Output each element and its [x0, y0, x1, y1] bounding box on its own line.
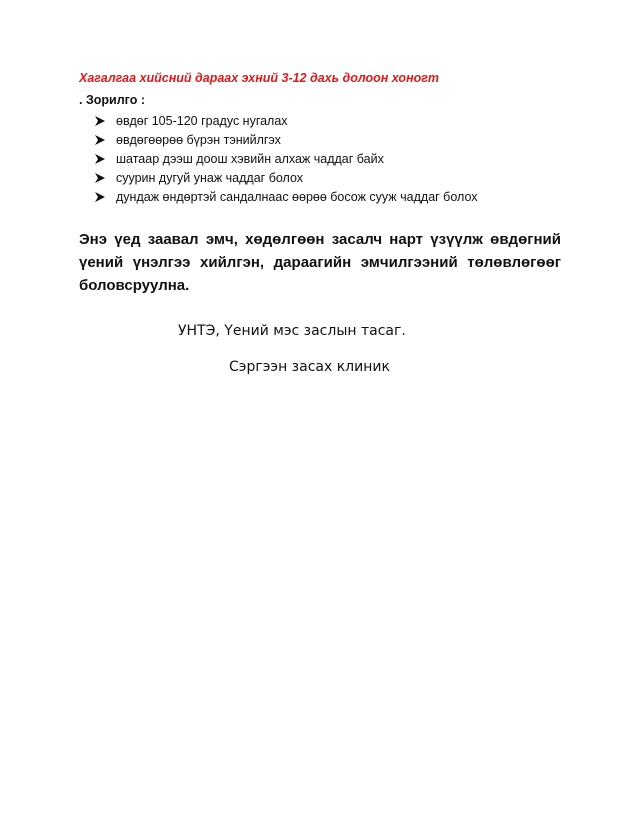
department-name: УНТЭ, Үений мэс заслын тасаг.	[178, 323, 406, 339]
list-item	[95, 187, 478, 206]
goal-list	[95, 111, 478, 206]
goal-text: дундаж өндөртэй сандалнаас өөрөө босож сууж чаддаг болох	[116, 189, 478, 204]
arrow-bullet-icon	[95, 173, 105, 183]
recommendation-paragraph: Энэ үед заавал эмч, хөдөлгөөн засалч нарт үзүүлж өвдөгний үений үнэлгээ хийлгэн, дараагийн эмчилгээний төлөвлөгөөг боловсруулна.	[79, 231, 561, 294]
list-item	[95, 111, 478, 130]
arrow-bullet-icon	[95, 135, 105, 145]
arrow-bullet-icon	[95, 154, 105, 164]
goal-text: шатаар дээш доош хэвийн алхаж чаддаг байх	[116, 151, 384, 166]
list-item	[95, 149, 478, 168]
goal-text: өвдөг 105-120 градус нугалах	[116, 113, 288, 128]
arrow-bullet-icon	[95, 192, 105, 202]
list-item	[95, 130, 478, 149]
section-heading: Хагалгаа хийсний дараах эхний 3-12 дахь долоон хоногт	[79, 71, 440, 85]
clinic-name: Сэргээн засах клиник	[229, 359, 390, 375]
goal-text: өвдөгөөрөө бүрэн тэнийлгэх	[116, 132, 281, 147]
goal-label: . Зорилго :	[79, 93, 145, 107]
arrow-bullet-icon	[95, 116, 105, 126]
list-item	[95, 168, 478, 187]
goal-text: суурин дугуй унаж чаддаг болох	[116, 170, 304, 185]
